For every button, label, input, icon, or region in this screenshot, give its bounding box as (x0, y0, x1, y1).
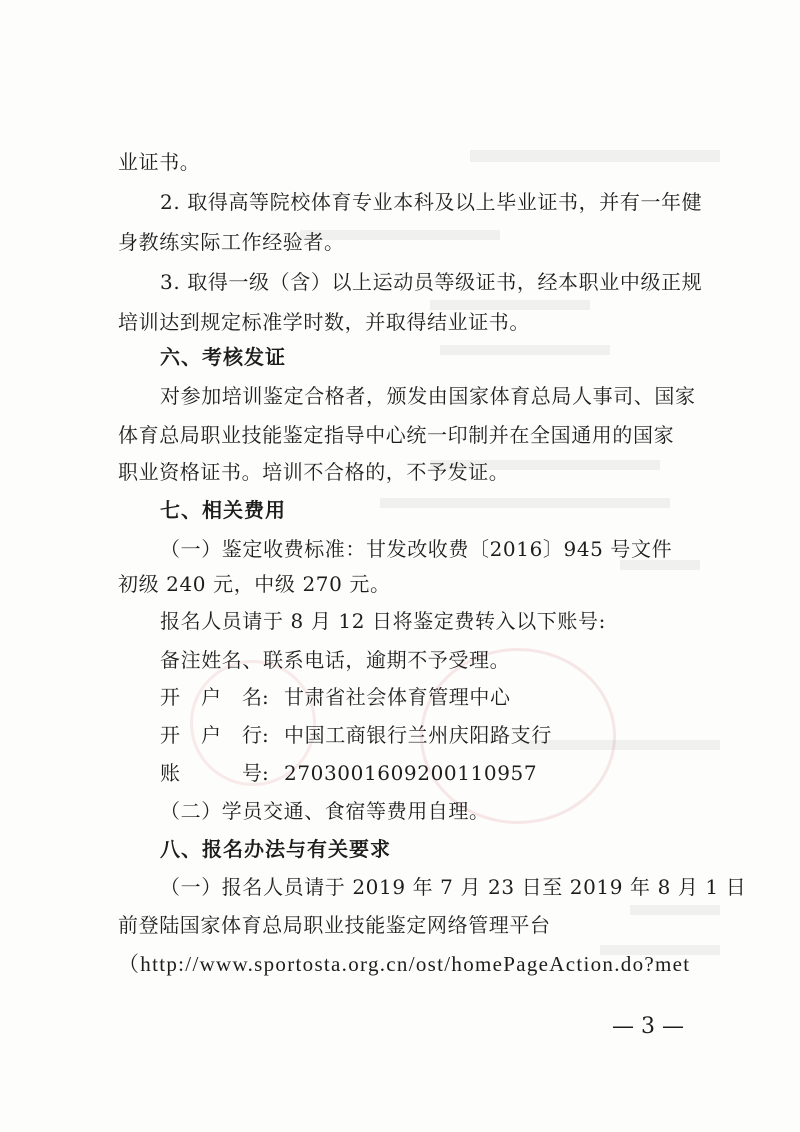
text-line-3: 身教练实际工作经验者。 (118, 230, 345, 254)
account-number-value: 2703001609200110957 (284, 761, 538, 785)
text-line-11: （一）鉴定收费标准：甘发改收费〔2016〕945 号文件 (160, 537, 673, 561)
text-line-7: 对参加培训鉴定合格者，颁发由国家体育总局人事司、国家 (160, 384, 696, 408)
account-bank-label: 开 户 行: (160, 723, 269, 747)
text-line-21: 前登陆国家体育总局职业技能鉴定网络管理平台 (118, 913, 551, 937)
platform-url: （http://www.sportosta.org.cn/ost/homePageAction.do?met (118, 952, 691, 976)
section-heading-7: 七、相关费用 (160, 498, 286, 522)
text-line-9: 职业资格证书。培训不合格的，不予发证。 (118, 460, 510, 484)
page-number: — 3 — (612, 1014, 684, 1039)
text-line-1: 业证书。 (118, 150, 201, 174)
account-name-value: 甘肃省社会体育管理中心 (284, 685, 511, 709)
text-line-18: （二）学员交通、食宿等费用自理。 (160, 799, 490, 823)
text-line-12: 初级 240 元，中级 270 元。 (118, 572, 391, 596)
account-number-row (160, 759, 537, 787)
text-line-8: 体育总局职业技能鉴定指导中心统一印制并在全国通用的国家 (118, 423, 675, 447)
account-name-label: 开 户 名: (160, 685, 269, 709)
text-line-20: （一）报名人员请于 2019 年 7 月 23 日至 2019 年 8 月 1 日 (160, 875, 747, 899)
text-line-4: 3. 取得一级（含）以上运动员等级证书，经本职业中级正规 (160, 270, 703, 294)
text-line-13: 报名人员请于 8 月 12 日将鉴定费转入以下账号: (160, 609, 606, 633)
account-bank-value: 中国工商银行兰州庆阳路支行 (284, 723, 552, 747)
text-line-5: 培训达到规定标准学时数，并取得结业证书。 (118, 310, 530, 334)
section-heading-6: 六、考核发证 (160, 345, 286, 369)
account-number-label: 账 号: (160, 761, 269, 785)
text-line-2: 2. 取得高等院校体育专业本科及以上毕业证书，并有一年健 (160, 190, 703, 214)
section-heading-8: 八、报名办法与有关要求 (160, 837, 391, 861)
account-name-row (160, 683, 511, 711)
text-line-14: 备注姓名、联系电话，逾期不予受理。 (160, 648, 511, 672)
account-bank-row (160, 721, 552, 749)
